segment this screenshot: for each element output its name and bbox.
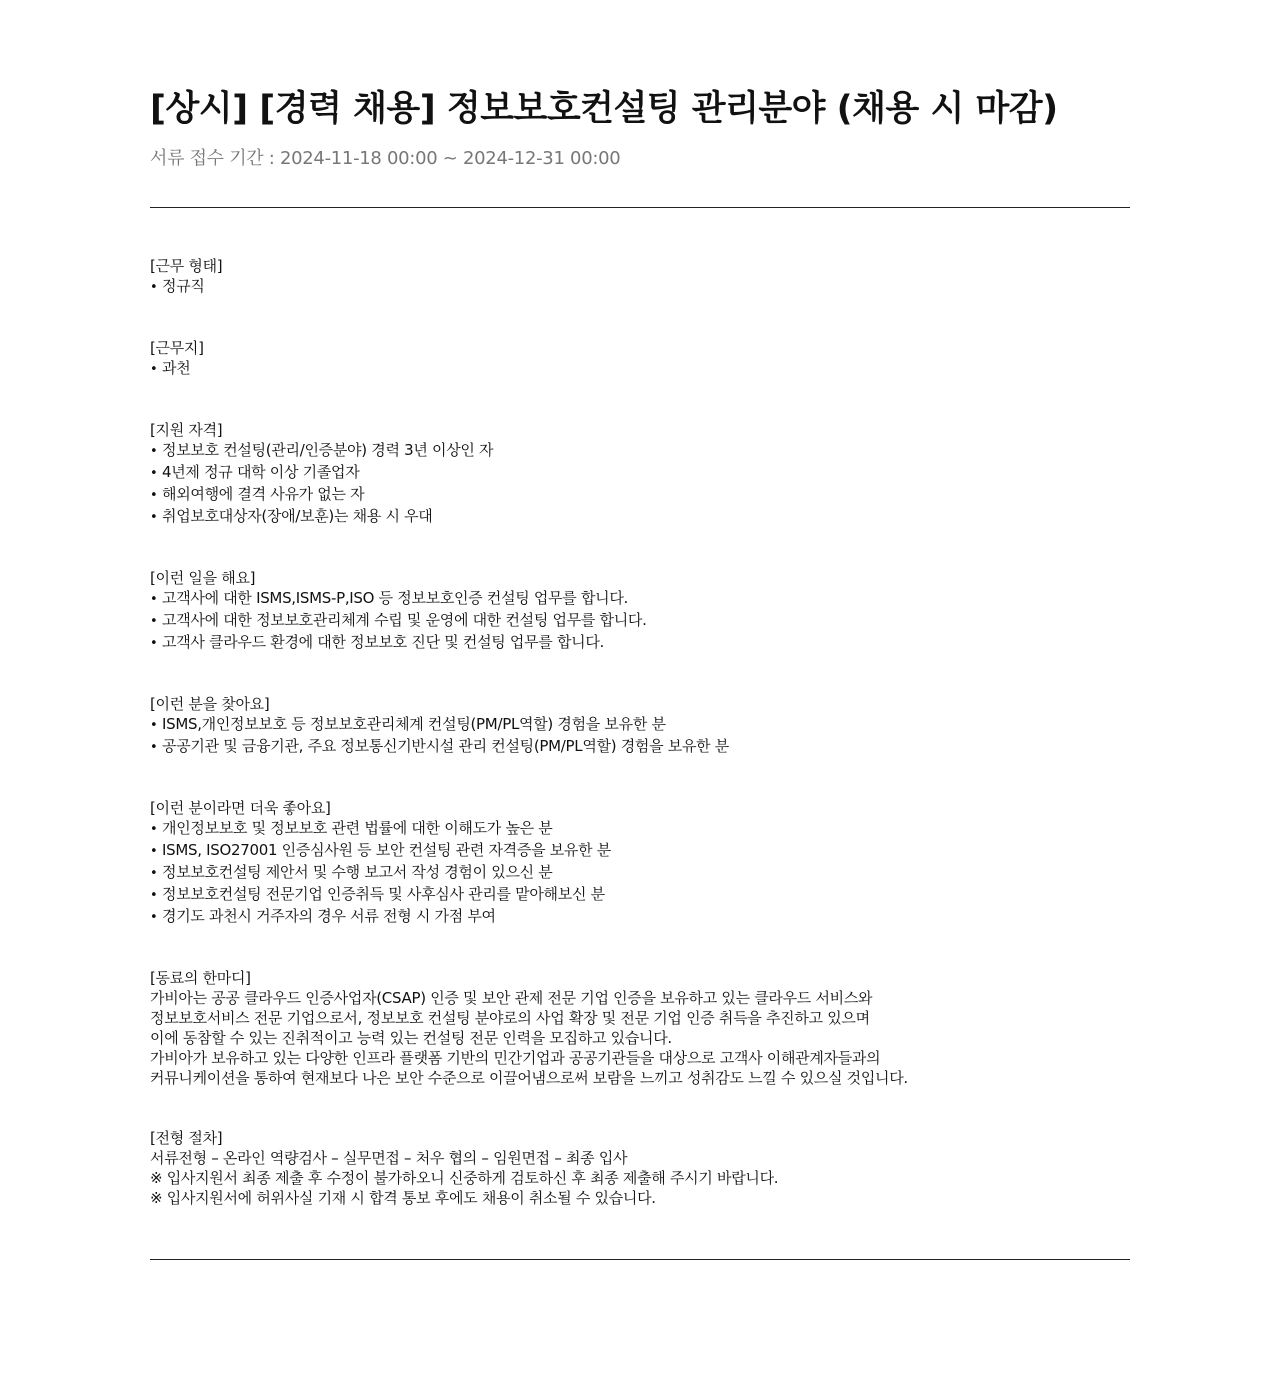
bullet-icon: • bbox=[150, 614, 158, 629]
paragraph-line: 커뮤니케이션을 통하여 현재보다 나은 보안 수준으로 이끌어냄으로써 보람을 느끼고 성취감도 느낄 수 있으실 것입니다. bbox=[150, 1069, 908, 1087]
list-item: • 개인정보보호 및 정보보호 관련 법률에 대한 이해도가 높은 분 bbox=[150, 818, 1130, 840]
paragraph-line: 정보보호서비스 전문 기업으로서, 정보보호 컨설팅 분야로의 사업 확장 및 전문 기업 인증 취득을 추진하고 있으며 bbox=[150, 1009, 870, 1027]
bullet-icon: • bbox=[150, 444, 158, 459]
section-duties bbox=[150, 568, 1130, 654]
paragraph-line: 이에 동참할 수 있는 진취적이고 능력 있는 컨설팅 전문 인력을 모집하고 있습니다. bbox=[150, 1029, 672, 1047]
section-heading: [이런 분을 찾아요] bbox=[150, 695, 270, 713]
list-item: • 과천 bbox=[150, 358, 1130, 380]
section-heading: [지원 자격] bbox=[150, 421, 223, 439]
paragraph-line: 가비아가 보유하고 있는 다양한 인프라 플랫폼 기반의 민간기업과 공공기관들을 대상으로 고객사 이해관계자들과의 bbox=[150, 1049, 881, 1067]
bullet-icon: • bbox=[150, 910, 158, 925]
posting-header bbox=[150, 84, 1130, 172]
bullet-icon: • bbox=[150, 866, 158, 881]
bullet-icon: • bbox=[150, 844, 158, 859]
bullet-icon: • bbox=[150, 280, 158, 295]
page-title: [상시] [경력 채용] 정보보호컨설팅 관리분야 (채용 시 마감) bbox=[150, 89, 1058, 129]
list-item: • 고객사 클라우드 환경에 대한 정보보호 진단 및 컨설팅 업무를 합니다. bbox=[150, 632, 1130, 654]
list-item: • 취업보호대상자(장애/보훈)는 채용 시 우대 bbox=[150, 506, 1130, 528]
bullet-icon: • bbox=[150, 636, 158, 651]
list-item: • ISMS, ISO27001 인증심사원 등 보안 컨설팅 관련 자격증을 보유한 분 bbox=[150, 840, 1130, 862]
list-item: • 정보보호 컨설팅(관리/인증분야) 경력 3년 이상인 자 bbox=[150, 440, 1130, 462]
list-item: • 공공기관 및 금융기관, 주요 정보통신기반시설 관리 컨설팅(PM/PL역할) 경험을 보유한 분 bbox=[150, 736, 1130, 758]
section-heading: [이런 분이라면 더욱 좋아요] bbox=[150, 799, 331, 817]
section-heading: [근무지] bbox=[150, 339, 204, 357]
header-divider bbox=[150, 207, 1130, 208]
section-heading: [전형 절차] bbox=[150, 1129, 223, 1147]
bullet-icon: • bbox=[150, 718, 158, 733]
list-item: • ISMS,개인정보보호 등 정보보호관리체계 컨설팅(PM/PL역할) 경험을 보유한 분 bbox=[150, 714, 1130, 736]
list-item: • 정보보호컨설팅 전문기업 인증취득 및 사후심사 관리를 맡아해보신 분 bbox=[150, 884, 1130, 906]
list-item: • 4년제 정규 대학 이상 기졸업자 bbox=[150, 462, 1130, 484]
section-process bbox=[150, 1128, 1130, 1208]
paragraph-line: 가비아는 공공 클라우드 인증사업자(CSAP) 인증 및 보안 관제 전문 기업 인증을 보유하고 있는 클라우드 서비스와 bbox=[150, 989, 873, 1007]
footer-divider bbox=[150, 1259, 1130, 1260]
bullet-icon: • bbox=[150, 822, 158, 837]
section-heading: [이런 일을 해요] bbox=[150, 569, 256, 587]
section-location bbox=[150, 338, 1130, 380]
bullet-icon: • bbox=[150, 740, 158, 755]
application-period: 서류 접수 기간 : 2024-11-18 00:00 ~ 2024-12-31 00:00 bbox=[150, 148, 621, 169]
section-heading: [동료의 한마디] bbox=[150, 969, 251, 987]
section-colleague-message bbox=[150, 968, 1130, 1088]
section-heading: [근무 형태] bbox=[150, 257, 223, 275]
bullet-icon: • bbox=[150, 466, 158, 481]
bullet-icon: • bbox=[150, 592, 158, 607]
list-item: • 정규직 bbox=[150, 276, 1130, 298]
section-preferred bbox=[150, 798, 1130, 928]
section-requirements bbox=[150, 694, 1130, 758]
section-employment-type bbox=[150, 256, 1130, 298]
section-qualifications bbox=[150, 420, 1130, 528]
bullet-icon: • bbox=[150, 510, 158, 525]
list-item: • 정보보호컨설팅 제안서 및 수행 보고서 작성 경험이 있으신 분 bbox=[150, 862, 1130, 884]
list-item: • 고객사에 대한 ISMS,ISMS-P,ISO 등 정보보호인증 컨설팅 업무를 합니다. bbox=[150, 588, 1130, 610]
process-steps: 서류전형 – 온라인 역량검사 – 실무면접 – 처우 협의 – 임원면접 – 최종 입사 bbox=[150, 1149, 628, 1167]
notice-line: ※ 입사지원서에 허위사실 기재 시 합격 통보 후에도 채용이 취소될 수 있습니다. bbox=[150, 1189, 656, 1207]
bullet-icon: • bbox=[150, 362, 158, 377]
notice-line: ※ 입사지원서 최종 제출 후 수정이 불가하오니 신중하게 검토하신 후 최종 제출해 주시기 바랍니다. bbox=[150, 1169, 779, 1187]
list-item: • 고객사에 대한 정보보호관리체계 수립 및 운영에 대한 컨설팅 업무를 합니다. bbox=[150, 610, 1130, 632]
bullet-icon: • bbox=[150, 888, 158, 903]
bullet-icon: • bbox=[150, 488, 158, 503]
list-item: • 해외여행에 결격 사유가 없는 자 bbox=[150, 484, 1130, 506]
list-item: • 경기도 과천시 거주자의 경우 서류 전형 시 가점 부여 bbox=[150, 906, 1130, 928]
posting-body bbox=[150, 256, 1130, 1248]
